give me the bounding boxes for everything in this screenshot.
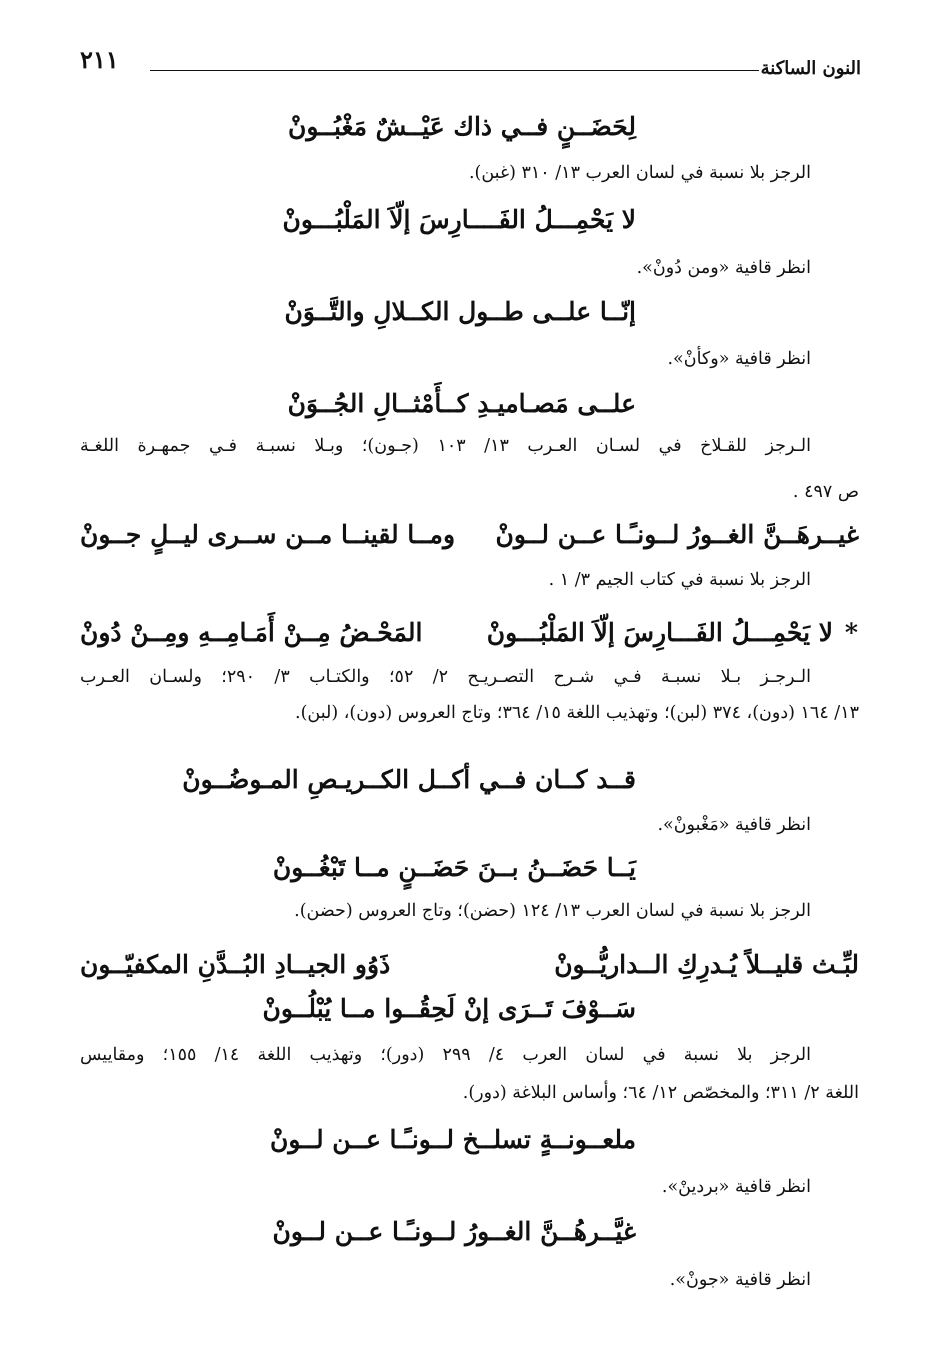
reference-line-2: اللغة ٢/ ٣١١؛ والمخصّص ١٢/ ٦٤؛ وأساس البلاغة (دور). <box>462 1083 859 1103</box>
reference: انظر قافية «جونْ». <box>669 1270 811 1290</box>
verse: قــد كــان فــي أكــل الكــريـصِ المـوضُــونْ <box>182 765 636 794</box>
reference: الرجز بلا نسبة في كتاب الجيم ٣/ ١ . <box>548 570 811 590</box>
page-number: ٢١١ <box>80 45 119 74</box>
reference: الرجز بلا نسبة في لسان العرب ١٣/ ٣١٠ (غبن). <box>468 163 811 183</box>
verse: لِحَضَــنٍ فــي ذاك عَيْــشٌ مَغْبُــونْ <box>288 112 636 141</box>
verse-second-line: سَــوْفَ تَــرَى إنْ لَحِقُــوا مــا يُبْلُــونْ <box>262 994 636 1023</box>
reference: انظر قافية «بردينْ». <box>661 1177 811 1197</box>
reference-line-1: الـرجز للقـلاخ في لسـان العـرب ١٣/ ١٠٣ (جـون)؛ وبـلا نسبـة فـي جمهـرة اللغـة <box>80 436 811 456</box>
reference-line-1: الرجز بلا نسبة في لسان العرب ٤/ ٢٩٩ (دور)؛ وتهذيب اللغة ١٤/ ١٥٥؛ ومقاييس <box>80 1045 811 1065</box>
reference: الرجز بلا نسبة في لسان العرب ١٣/ ١٢٤ (حضن)؛ وتاج العروس (حضن). <box>294 901 811 921</box>
running-header-title: النون الساكنة <box>760 58 861 79</box>
hemistich-left: ومــا لقينــا مــن ســرى ليــلٍ جــونْ <box>80 520 456 549</box>
header-rule <box>150 70 759 71</box>
reference-line-1: الـرجـز بـلا نسبـة فـي شـرح التصـريـح ٢/ ٥٢؛ والكتـاب ٣/ ٢٩٠؛ ولسـان العـرب <box>80 667 811 687</box>
reference-line-2: ١٣/ ١٦٤ (دون)، ٣٧٤ (لبن)؛ وتهذيب اللغة ١٥/ ٣٦٤؛ وتاج العروس (دون)، (لبن). <box>295 703 859 723</box>
verse: علــى مَصـاميـدِ كــأَمْثــالِ الجُــوَنْ <box>287 389 636 418</box>
hemistich-right: لبِّـث قليــلاً يُـدرِكِ الــداريُّــونْ <box>554 950 859 979</box>
reference: انظر قافية «ومن دُونْ». <box>636 258 811 278</box>
asterisk-marker: * <box>844 618 859 647</box>
reference: انظر قافية «مَغْبونْ». <box>657 815 811 835</box>
reference-line-2: ص ٤٩٧ . <box>792 482 859 502</box>
verse: ملعــونــةٍ تسلــخ لــونـًـا عــن لــونْ <box>270 1125 636 1154</box>
hemistich-right: غيــرهَــنَّ الغــورُ لــونـًـا عــن لــونْ <box>495 520 859 549</box>
verse: لا يَحْمِـــلُ الفَــــارِسَ إلّاَ المَلْبُـــونْ <box>282 205 636 234</box>
hemistich-left: ذَوُو الجيــادِ البُــدَّنِ المكفيّــون <box>80 950 391 979</box>
verse: إنّــا علــى طــول الكــلالِ والتَّــوَنْ <box>284 297 636 326</box>
hemistich-left: المَحْـضُ مِــنْ أَمَـامِــهِ ومِــنْ دُونْ <box>80 618 423 647</box>
verse: يَــا حَضَــنُ بــنَ حَضَــنٍ مــا تَبْغُــونْ <box>272 853 636 882</box>
verse: غيَّــرهُــنَّ الغــورُ لــونـًـا عــن لــونْ <box>272 1217 636 1246</box>
hemistich-right: لا يَحْمِـــلُ الفَـــارِسَ إلّاَ المَلْبُـــونْ <box>486 618 833 647</box>
reference: انظر قافية «وكأنْ». <box>667 349 811 369</box>
